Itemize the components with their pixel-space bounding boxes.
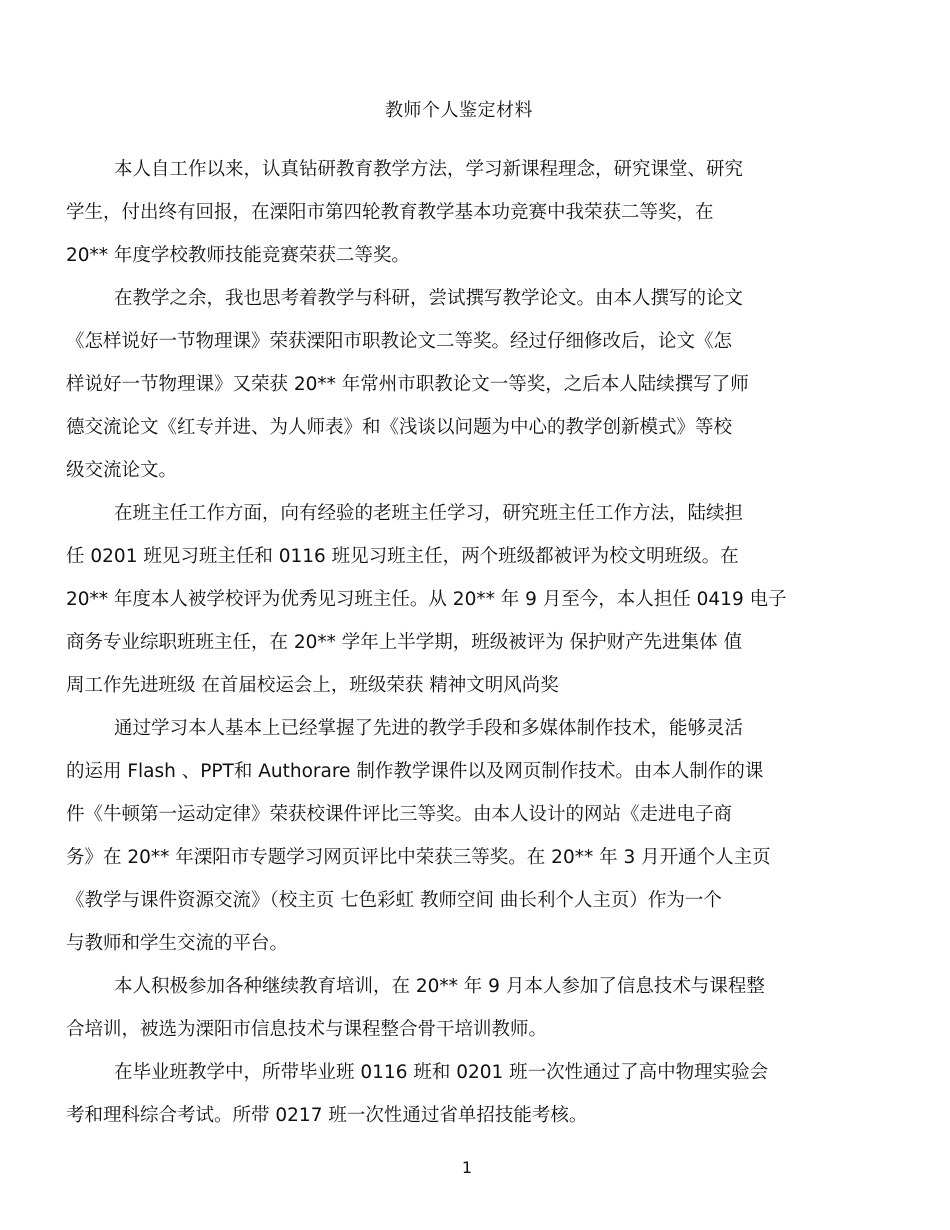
paragraph-2-line-5: 级交流论文。 [66, 460, 178, 481]
document-title: 教师个人鉴定材料 [385, 100, 533, 121]
paragraph-3-line-5: 周工作先进班级 在首届校运会上，班级荣获 精神文明风尚奖 [66, 675, 559, 696]
paragraph-1-line-2: 学生，付出终有回报，在溧阳市第四轮教育教学基本功竞赛中我荣获二等奖，在 [66, 202, 714, 223]
paragraph-4-line-2: 的运用 Flash 、PPT和 Authorare 制作教学课件以及网页制作技术。由本人制作的课 [66, 761, 764, 782]
paragraph-3-line-3: 20** 年度本人被学校评为优秀见习班主任。从 20** 年 9 月至今，本人担任 0419 电子 [66, 589, 787, 610]
paragraph-4-line-4: 务》在 20** 年溧阳市专题学习网页评比中荣获三等奖。在 20** 年 3 月开通个人主页 [66, 847, 771, 868]
document-body [66, 155, 866, 1144]
paragraph-5-line-2: 合培训，被选为溧阳市信息技术与课程整合骨干培训教师。 [66, 1019, 548, 1040]
paragraph-4-line-5: 《教学与课件资源交流》（校主页 七色彩虹 教师空间 曲长利个人主页）作为一个 [66, 890, 722, 911]
paragraph-5-line-1: 本人积极参加各种继续教育培训，在 20** 年 9 月本人参加了信息技术与课程整 [114, 976, 765, 997]
paragraph-4-line-3: 件《牛顿第一运动定律》荣获校课件评比三等奖。由本人设计的网站《走进电子商 [66, 804, 733, 825]
paragraph-6-line-1: 在毕业班教学中，所带毕业班 0116 班和 0201 班一次性通过了高中物理实验会 [114, 1062, 769, 1083]
paragraph-4-line-1: 通过学习本人基本上已经掌握了先进的教学手段和多媒体制作技术，能够灵活 [114, 718, 744, 739]
paragraph-3-line-1: 在班主任工作方面，向有经验的老班主任学习，研究班主任工作方法，陆续担 [114, 503, 744, 524]
paragraph-2-line-4: 德交流论文《红专并进、为人师表》和《浅谈以问题为中心的教学创新模式》等校 [66, 417, 733, 438]
paragraph-6-line-2: 考和理科综合考试。所带 0217 班一次性通过省单招技能考核。 [66, 1105, 588, 1126]
paragraph-1-line-3: 20** 年度学校教师技能竞赛荣获二等奖。 [66, 245, 410, 266]
paragraph-2-line-1: 在教学之余，我也思考着教学与科研，尝试撰写教学论文。由本人撰写的论文 [114, 288, 744, 309]
paragraph-2-line-2: 《怎样说好一节物理课》荣获溧阳市职教论文二等奖。经过仔细修改后，论文《怎 [66, 331, 733, 352]
paragraph-4-line-6: 与教师和学生交流的平台。 [66, 933, 289, 954]
paragraph-3-line-2: 任 0201 班见习班主任和 0116 班见习班主任，两个班级都被评为校文明班级。在 [66, 546, 739, 567]
paragraph-3-line-4: 商务专业综职班班主任，在 20** 学年上半学期，班级被评为 保护财产先进集体 值 [66, 632, 743, 653]
page-number: 1 [461, 1158, 473, 1177]
paragraph-2-line-3: 样说好一节物理课》又荣获 20** 年常州市职教论文一等奖，之后本人陆续撰写了师 [66, 374, 749, 395]
paragraph-1-line-1: 本人自工作以来，认真钻研教育教学方法，学习新课程理念，研究课堂、研究 [114, 159, 744, 180]
